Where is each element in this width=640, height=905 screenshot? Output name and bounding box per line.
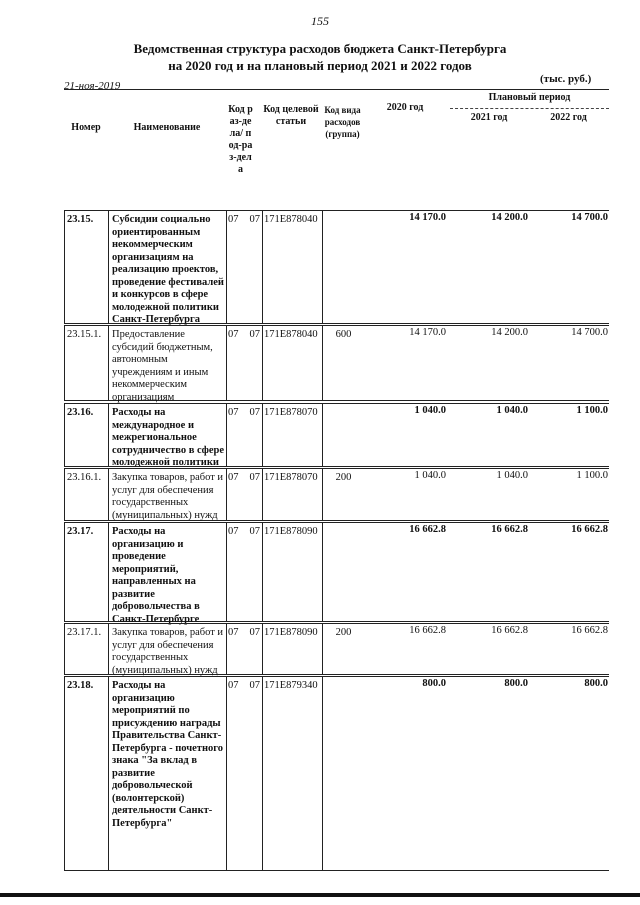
row-number: 23.16.1. xyxy=(67,472,102,483)
row-bottom-border xyxy=(64,870,609,871)
row-expense-type: 200 xyxy=(335,627,352,638)
row-target-code: 171E878090 xyxy=(264,627,318,638)
document-title xyxy=(0,40,640,74)
row-number: 23.15. xyxy=(67,214,94,225)
row-column-border xyxy=(226,468,227,520)
row-target-code: 171E878070 xyxy=(264,407,318,418)
row-top-border xyxy=(64,403,609,404)
header-number: Номер xyxy=(71,122,101,133)
row-name: Расходы на организацию мероприятий по присуждению награды Правительства Санкт-Петербурга - почетного знака "За вклад в развитие добровольческой (волонтерской) деятельности Санкт-Петербурга" xyxy=(112,680,224,829)
row-section-code: 07 xyxy=(228,680,239,691)
row-top-border xyxy=(64,468,609,469)
row-column-border xyxy=(226,676,227,870)
row-value-2021: 16 662.8 xyxy=(491,625,528,636)
row-column-border xyxy=(64,210,65,323)
header-expense-type-code: Код вида расходов (группа) xyxy=(324,105,361,139)
bottom-rule xyxy=(0,893,640,897)
row-name: Предоставление субсидий бюджетным, автономным учреждениям и иным некоммерческим организациям xyxy=(112,329,213,403)
row-column-border xyxy=(64,676,65,870)
units-label: (тыс. руб.) xyxy=(540,73,592,85)
row-number: 23.15.1. xyxy=(67,329,102,340)
row-column-border xyxy=(226,210,227,323)
row-subsection-code: 07 xyxy=(249,472,260,483)
row-value-2020: 14 170.0 xyxy=(409,212,446,223)
row-name: Закупка товаров, работ и услуг для обеспечения государственных (муниципальных) нужд xyxy=(112,472,224,521)
row-value-2022: 16 662.8 xyxy=(571,625,608,636)
row-column-border xyxy=(322,210,323,323)
header-planned-period: Плановый период xyxy=(488,92,571,103)
row-column-border xyxy=(262,468,263,520)
row-section-code: 07 xyxy=(228,472,239,483)
row-subsection-code: 07 xyxy=(249,407,260,418)
row-column-border xyxy=(322,522,323,621)
row-column-border xyxy=(108,623,109,674)
row-column-border xyxy=(108,403,109,466)
row-number: 23.16. xyxy=(67,407,94,418)
row-value-2022: 1 100.0 xyxy=(576,405,608,416)
row-column-border xyxy=(262,210,263,323)
row-value-2020: 16 662.8 xyxy=(409,625,446,636)
row-subsection-code: 07 xyxy=(249,214,260,225)
row-expense-type: 600 xyxy=(335,329,352,340)
header-year-2021: 2021 год xyxy=(470,112,508,123)
row-name: Закупка товаров, работ и услуг для обеспечения государственных (муниципальных) нужд xyxy=(112,627,224,676)
row-column-border xyxy=(64,623,65,674)
row-column-border xyxy=(64,468,65,520)
row-top-border xyxy=(64,623,609,624)
row-column-border xyxy=(108,210,109,323)
row-value-2021: 800.0 xyxy=(504,678,528,689)
row-number: 23.17.1. xyxy=(67,627,102,638)
table-top-border xyxy=(64,89,609,90)
header-name: Наименование xyxy=(133,122,201,133)
row-expense-type: 200 xyxy=(335,472,352,483)
row-value-2021: 1 040.0 xyxy=(496,470,528,481)
row-column-border xyxy=(322,403,323,466)
row-column-border xyxy=(226,403,227,466)
row-top-border xyxy=(64,676,609,677)
row-column-border xyxy=(108,468,109,520)
row-section-code: 07 xyxy=(228,329,239,340)
title-line-1: Ведомственная структура расходов бюджета Санкт-Петербурга xyxy=(133,41,507,56)
row-target-code: 171E878070 xyxy=(264,472,318,483)
header-target-code: Код целевой статьи xyxy=(263,104,319,127)
row-column-border xyxy=(262,403,263,466)
row-number: 23.17. xyxy=(67,526,94,537)
header-year-2020: 2020 год xyxy=(386,102,424,113)
row-value-2021: 14 200.0 xyxy=(491,327,528,338)
row-column-border xyxy=(64,325,65,400)
document-date: 21-ноя-2019 xyxy=(64,80,121,92)
page-number: 155 xyxy=(311,14,329,28)
row-subsection-code: 07 xyxy=(249,627,260,638)
row-value-2021: 14 200.0 xyxy=(491,212,528,223)
row-target-code: 171E878040 xyxy=(264,214,318,225)
row-value-2021: 1 040.0 xyxy=(496,405,528,416)
row-value-2022: 16 662.8 xyxy=(571,524,608,535)
row-column-border xyxy=(108,325,109,400)
row-column-border xyxy=(64,522,65,621)
row-column-border xyxy=(108,522,109,621)
row-section-code: 07 xyxy=(228,214,239,225)
row-value-2020: 1 040.0 xyxy=(414,405,446,416)
row-column-border xyxy=(262,676,263,870)
row-section-code: 07 xyxy=(228,407,239,418)
row-target-code: 171E878090 xyxy=(264,526,318,537)
row-name: Субсидии социально ориентированным некоммерческим организациям на реализацию проектов, проведение фестивалей и конкурсов в сфере молодежной политики Санкт-Петербурга xyxy=(112,214,224,325)
row-subsection-code: 07 xyxy=(249,329,260,340)
row-value-2020: 1 040.0 xyxy=(414,470,446,481)
row-value-2022: 14 700.0 xyxy=(571,212,608,223)
header-year-2022: 2022 год xyxy=(550,112,587,123)
row-value-2020: 16 662.8 xyxy=(409,524,446,535)
row-value-2020: 14 170.0 xyxy=(409,327,446,338)
row-column-border xyxy=(108,676,109,870)
row-value-2021: 16 662.8 xyxy=(491,524,528,535)
row-top-border xyxy=(64,325,609,326)
row-section-code: 07 xyxy=(228,627,239,638)
header-section-code: Код раз-дела/ под-раз-дела xyxy=(228,104,253,175)
row-value-2022: 1 100.0 xyxy=(576,470,608,481)
row-top-border xyxy=(64,210,609,211)
row-column-border xyxy=(262,325,263,400)
row-subsection-code: 07 xyxy=(249,526,260,537)
row-value-2020: 800.0 xyxy=(422,678,446,689)
row-value-2022: 14 700.0 xyxy=(571,327,608,338)
row-value-2022: 800.0 xyxy=(584,678,608,689)
row-column-border xyxy=(226,325,227,400)
row-target-code: 171E879340 xyxy=(264,680,318,691)
row-column-border xyxy=(322,676,323,870)
row-name: Расходы на организацию и проведение мероприятий, направленных на развитие добровольчества в Санкт-Петербурге xyxy=(112,526,200,625)
row-column-border xyxy=(64,403,65,466)
row-section-code: 07 xyxy=(228,526,239,537)
row-column-border xyxy=(226,623,227,674)
row-target-code: 171E878040 xyxy=(264,329,318,340)
row-name: Расходы на международное и межрегиональное сотрудничество в сфере молодежной политики xyxy=(112,407,225,468)
title-line-2: на 2020 год и на плановый период 2021 и 2022 годов xyxy=(168,58,472,73)
row-subsection-code: 07 xyxy=(249,680,260,691)
row-column-border xyxy=(262,522,263,621)
row-column-border xyxy=(226,522,227,621)
row-top-border xyxy=(64,522,609,523)
planned-period-divider xyxy=(450,108,609,109)
row-number: 23.18. xyxy=(67,680,94,691)
row-column-border xyxy=(262,623,263,674)
